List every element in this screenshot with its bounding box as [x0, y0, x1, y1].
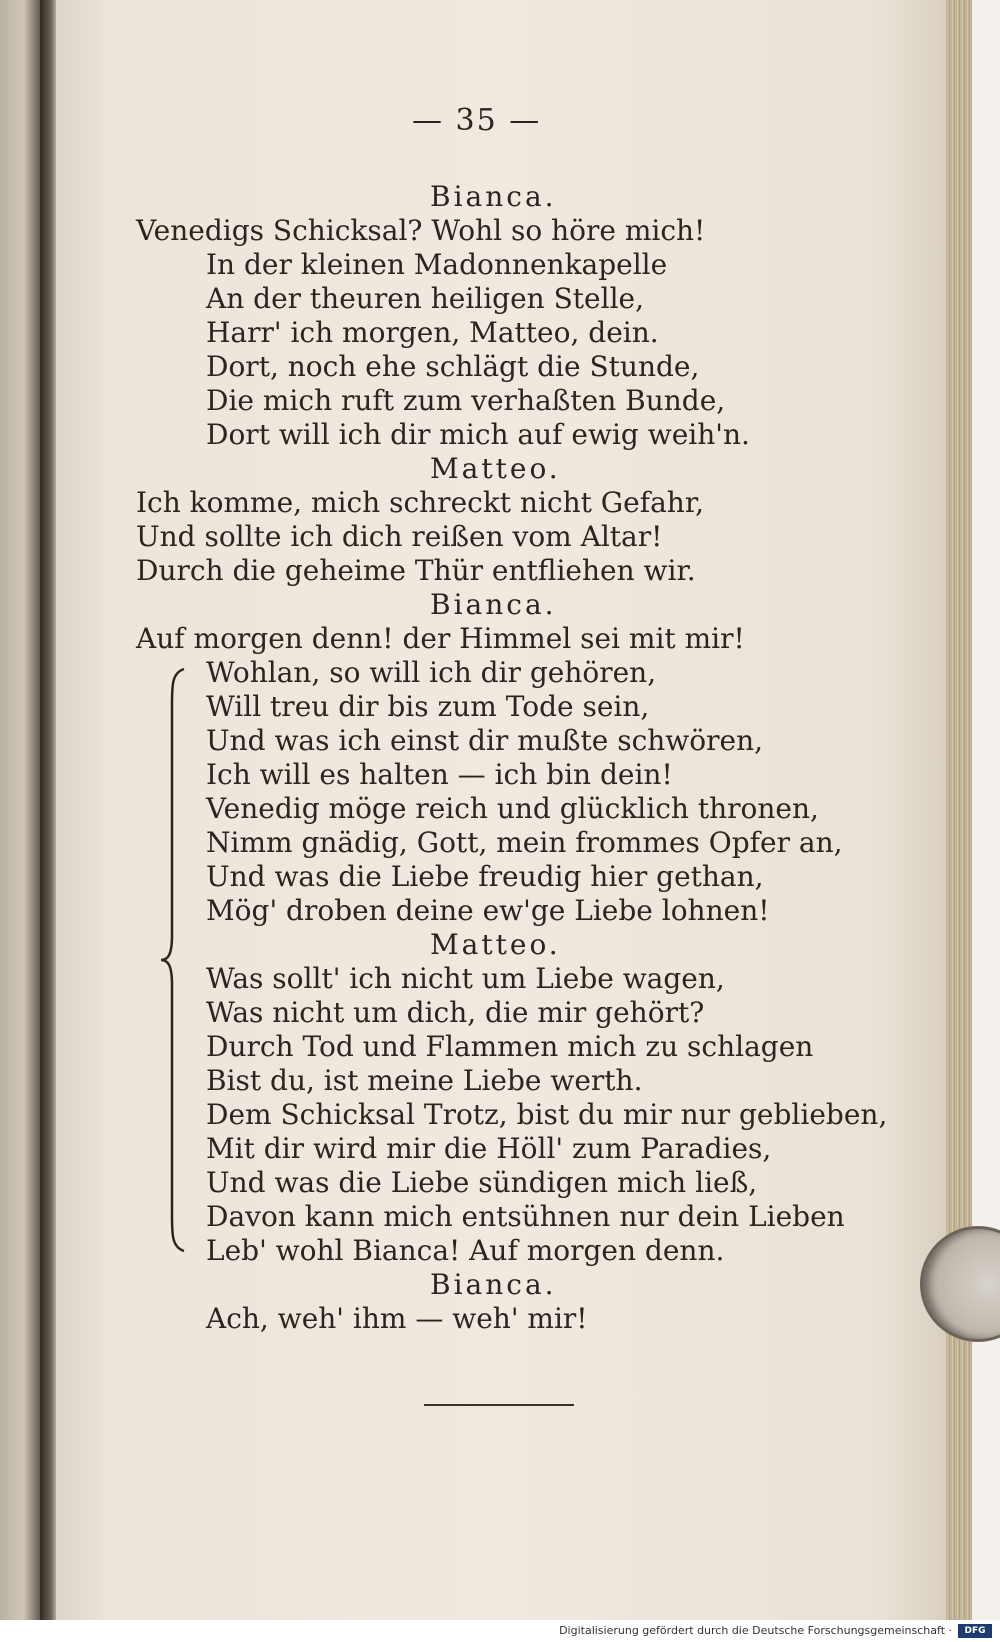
section-end-rule: [424, 1404, 574, 1406]
speaker-label: Bianca.: [430, 588, 557, 621]
verse-line: Durch Tod und Flammen mich zu schlagen: [206, 1030, 814, 1063]
verse-line: Dort, noch ehe schlägt die Stunde,: [206, 350, 700, 383]
speaker-label: Matteo.: [430, 928, 561, 961]
verse-line: Ach, weh' ihm — weh' mir!: [206, 1302, 588, 1335]
verse-line: Will treu dir bis zum Tode sein,: [206, 690, 650, 723]
dfg-logo: DFG: [958, 1624, 992, 1638]
speaker-label: Bianca.: [430, 180, 557, 213]
verse-line: Mög' droben deine ew'ge Liebe lohnen!: [206, 894, 770, 927]
verse-line: Venedigs Schicksal? Wohl so höre mich!: [136, 214, 706, 247]
verse-line: Bist du, ist meine Liebe werth.: [206, 1064, 643, 1097]
verse-line: An der theuren heiligen Stelle,: [206, 282, 644, 315]
verse-line: Was nicht um dich, die mir gehört?: [206, 996, 705, 1029]
verse-line: Mit dir wird mir die Höll' zum Paradies,: [206, 1132, 772, 1165]
verse-line: Und was die Liebe freudig hier gethan,: [206, 860, 764, 893]
verse-line: Leb' wohl Bianca! Auf morgen denn.: [206, 1234, 725, 1267]
footer-credit: Digitalisierung gefördert durch die Deutsche Forschungsgemeinschaft ·: [559, 1624, 952, 1637]
verse-line: Davon kann mich entsühnen nur dein Lieben: [206, 1200, 845, 1233]
verse-line: Und was die Liebe sündigen mich ließ,: [206, 1166, 758, 1199]
verse-line: Venedig möge reich und glücklich thronen,: [206, 792, 819, 825]
page-number: — 35 —: [412, 103, 542, 138]
verse-line: Die mich ruft zum verhaßten Bunde,: [206, 384, 726, 417]
speaker-label: Bianca.: [430, 1268, 557, 1301]
verse-line: Ich komme, mich schreckt nicht Gefahr,: [136, 486, 705, 519]
verse-line: Auf morgen denn! der Himmel sei mit mir!: [136, 622, 745, 655]
verse-line: Wohlan, so will ich dir gehören,: [206, 656, 657, 689]
verse-line: Durch die geheime Thür entfliehen wir.: [136, 554, 696, 587]
verse-line: In der kleinen Madonnenkapelle: [206, 248, 668, 281]
verse-line: Und sollte ich dich reißen vom Altar!: [136, 520, 663, 553]
verse-line: Dort will ich dir mich auf ewig weih'n.: [206, 418, 750, 451]
duet-brace-icon: [158, 665, 188, 1255]
verse-line: Nimm gnädig, Gott, mein frommes Opfer an,: [206, 826, 843, 859]
verse-line: Harr' ich morgen, Matteo, dein.: [206, 316, 659, 349]
verse-line: Was sollt' ich nicht um Liebe wagen,: [206, 962, 725, 995]
verse-line: Dem Schicksal Trotz, bist du mir nur geblieben,: [206, 1098, 888, 1131]
verse-line: Und was ich einst dir mußte schwören,: [206, 724, 764, 757]
speaker-label: Matteo.: [430, 452, 561, 485]
verse-line: Ich will es halten — ich bin dein!: [206, 758, 673, 791]
